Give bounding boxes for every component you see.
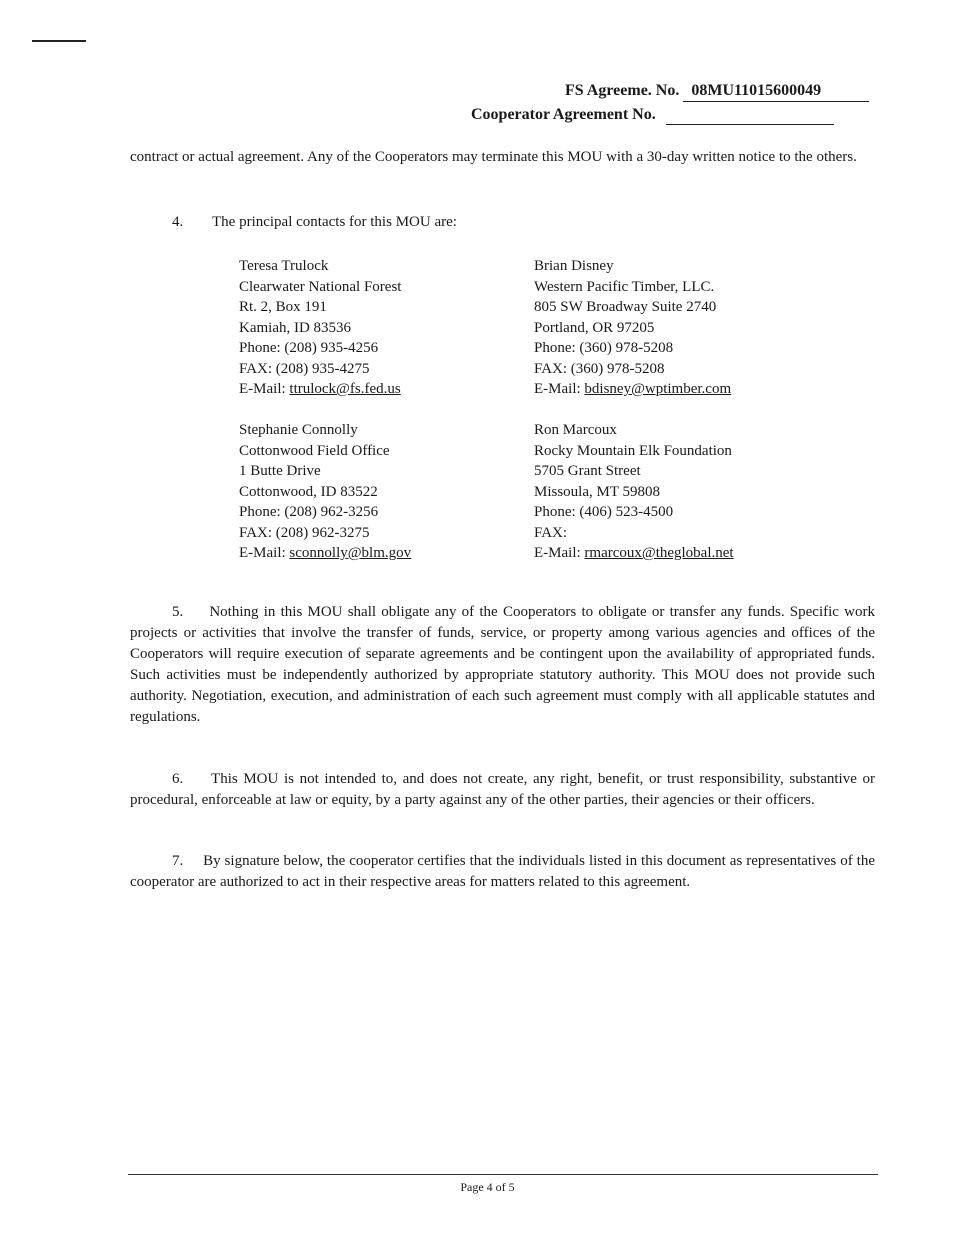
- contact-name: Brian Disney: [534, 258, 614, 274]
- contact-phone: Phone: (406) 523-4500: [534, 504, 674, 520]
- item-6-paragraph: 6. This MOU is not intended to, and does not create, any right, benefit, or trust responsibility, substantive or procedural, enforceable at law or equity, by a party against any of the other parties, their agencies or their officers.: [130, 771, 879, 808]
- contact-block: [239, 256, 401, 400]
- contact-name: Ron Marcoux: [534, 422, 617, 438]
- contact-org: Western Pacific Timber, LLC.: [534, 278, 715, 295]
- item-7-paragraph: 7. By signature below, the cooperator certifies that the individuals listed in this document as representatives of the cooperator are authorized to act in their respective areas for matters related to this agreement.: [130, 853, 879, 890]
- contact-address-line1: 5705 Grant Street: [534, 463, 641, 479]
- item-4-text: The principal contacts for this MOU are:: [212, 214, 457, 230]
- contact-org: Rocky Mountain Elk Foundation: [534, 442, 732, 459]
- item-4: [172, 212, 772, 233]
- contact-email-label: E-Mail:: [239, 545, 286, 561]
- contact-email-label: E-Mail:: [239, 381, 286, 397]
- contact-block: [534, 420, 734, 564]
- item-4-number: 4.: [172, 214, 184, 230]
- contact-fax: FAX: (360) 978-5208: [534, 360, 665, 377]
- fs-agreement-label: FS Agreeme. No.: [565, 82, 680, 99]
- contact-fax: FAX:: [534, 524, 568, 541]
- contact-name: Teresa Trulock: [239, 258, 329, 274]
- contact-address-line2: Kamiah, ID 83536: [239, 319, 352, 336]
- contact-fax: FAX: (208) 962-3275: [239, 524, 370, 541]
- contact-email-link[interactable]: ttrulock@fs.fed.us: [289, 381, 401, 397]
- contact-email-link[interactable]: rmarcoux@theglobal.net: [584, 545, 734, 561]
- contact-phone: Phone: (208) 962-3256: [239, 504, 379, 520]
- contact-email-label: E-Mail:: [534, 545, 581, 561]
- contact-email-link[interactable]: sconnolly@blm.gov: [289, 545, 412, 561]
- contact-org: Clearwater National Forest: [239, 278, 402, 295]
- scan-mark: [32, 40, 86, 42]
- intro-paragraph: contract or actual agreement. Any of the Cooperators may terminate this MOU with a 30-day written notice to the others.: [130, 149, 857, 165]
- contact-phone: Phone: (360) 978-5208: [534, 340, 674, 356]
- contact-email-label: E-Mail:: [534, 381, 581, 397]
- contact-address-line2: Missoula, MT 59808: [534, 483, 660, 500]
- agreement-header: [565, 81, 869, 102]
- cooperator-agreement-label: Cooperator Agreement No.: [471, 106, 656, 123]
- item-5-paragraph: 5. Nothing in this MOU shall obligate any of the Cooperators to obligate or transfer any funds. Specific work projects or activities that involve the transfer of funds, service, or property among various agencies and offices of the Cooperators will require execution of separate agreements and be contingent upon the availability of appropriated funds. Such activities must be independently authorized by appropriate statutory authority. This MOU does not provide such authority. Negotiation, execution, and administration of each such agreement must comply with all applicable statutes and regulations.: [130, 604, 879, 725]
- fs-agreement-number: 08MU11015600049: [683, 81, 869, 102]
- footer-rule: [128, 1174, 878, 1175]
- cooperator-header: [471, 105, 834, 125]
- contact-name: Stephanie Connolly: [239, 422, 358, 438]
- contact-email-link[interactable]: bdisney@wptimber.com: [584, 381, 732, 397]
- contact-phone: Phone: (208) 935-4256: [239, 340, 379, 356]
- contact-address-line1: Rt. 2, Box 191: [239, 299, 327, 315]
- contact-address-line1: 1 Butte Drive: [239, 463, 321, 479]
- cooperator-agreement-number: [666, 106, 834, 125]
- contact-fax: FAX: (208) 935-4275: [239, 360, 370, 377]
- contact-block: [534, 256, 731, 400]
- contact-address-line2: Portland, OR 97205: [534, 319, 655, 336]
- contact-address-line1: 805 SW Broadway Suite 2740: [534, 299, 717, 315]
- contact-address-line2: Cottonwood, ID 83522: [239, 483, 378, 500]
- contact-org: Cottonwood Field Office: [239, 442, 390, 459]
- contact-block: [239, 420, 411, 564]
- page-number: Page 4 of 5: [460, 1180, 515, 1194]
